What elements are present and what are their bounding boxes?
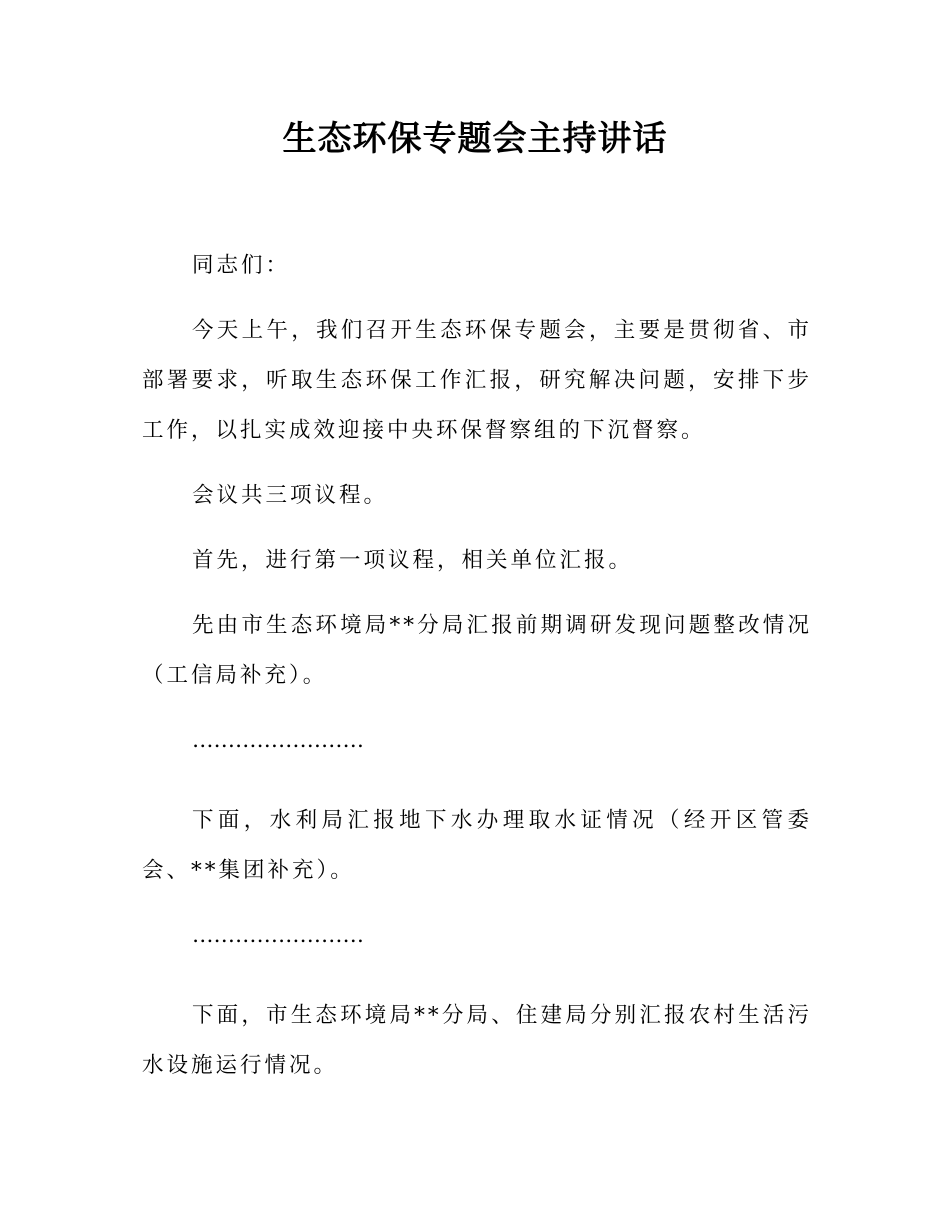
paragraph-agenda-count: 会议共三项议程。 <box>192 483 389 508</box>
paragraph-ecology-bureau-report: 先由市生态环境局**分局汇报前期调研发现问题整改情况（工信局补充）。 <box>142 613 812 688</box>
ellipsis-separator: …………………… <box>192 728 364 753</box>
paragraph-water-bureau-report: 下面，水利局汇报地下水办理取水证情况（经开区管委会、**集团补充）。 <box>142 808 812 883</box>
paragraph-sewage-report: 下面，市生态环境局**分局、住建局分别汇报农村生活污水设施运行情况。 <box>142 1003 812 1078</box>
ellipsis-separator: …………………… <box>192 923 364 948</box>
paragraph-first-item: 首先，进行第一项议程，相关单位汇报。 <box>192 548 634 573</box>
paragraph-opening: 今天上午，我们召开生态环保专题会，主要是贯彻省、市部署要求，听取生态环保工作汇报，研究解决问题，安排下步工作，以扎实成效迎接中央环保督察组的下沉督察。 <box>142 318 812 443</box>
document-body <box>142 241 812 1106</box>
paragraph-salutation: 同志们： <box>192 253 291 278</box>
document-title: 生态环保专题会主持讲话 <box>282 119 668 159</box>
